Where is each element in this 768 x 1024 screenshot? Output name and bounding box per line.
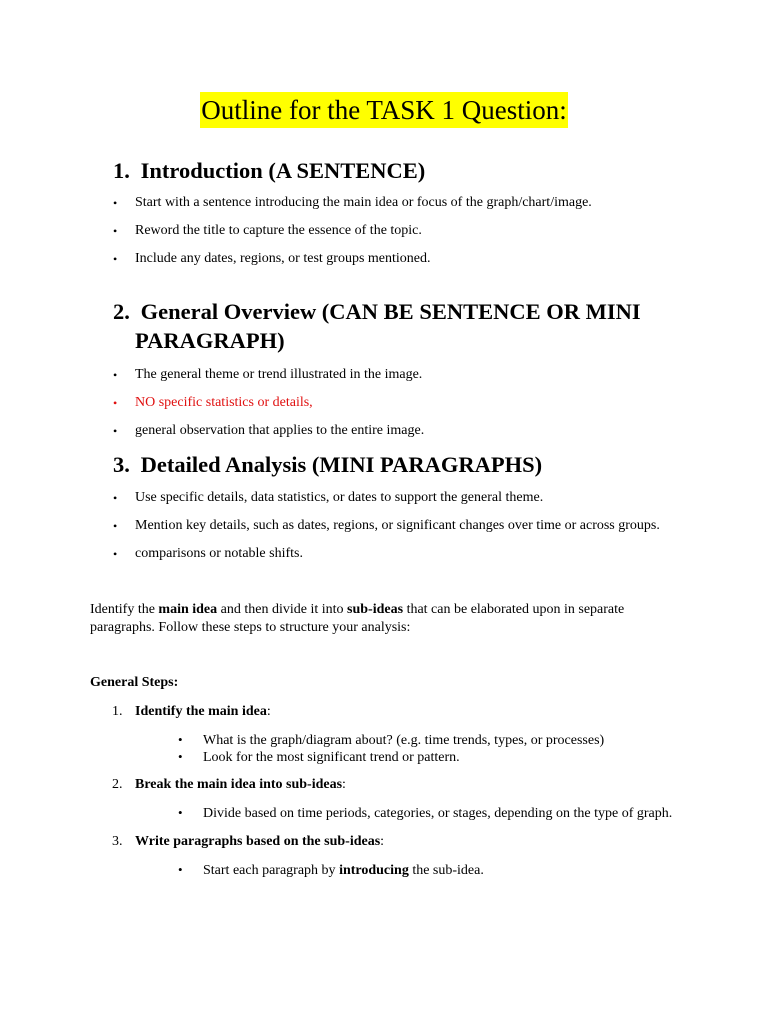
step-label: Break the main idea into sub-ideas <box>135 777 343 792</box>
step-1-sub-2 <box>178 748 460 766</box>
bullet-icon: • <box>113 547 118 561</box>
bullet-icon: • <box>113 491 118 505</box>
paragraph-text: Identify the <box>90 602 159 617</box>
sub-item-bold: introducing <box>339 863 409 878</box>
list-item <box>113 417 733 445</box>
section-3-bullets <box>113 484 733 568</box>
step-2 <box>112 776 346 794</box>
bullet-icon: • <box>113 252 118 266</box>
section-3-title: Detailed Analysis (MINI PARAGRAPHS) <box>140 452 543 477</box>
step-1-sub-1 <box>178 731 604 749</box>
list-item-text: general observation that applies to the entire image. <box>135 423 425 438</box>
list-item-text: NO specific statistics or details, <box>135 395 313 410</box>
list-item-text: The general theme or trend illustrated in the image. <box>135 367 423 382</box>
step-suffix: : <box>266 704 271 719</box>
step-2-sub-1 <box>178 804 672 822</box>
sub-item-text: Look for the most significant trend or pattern. <box>203 750 460 765</box>
list-item-text: Mention key details, such as dates, regions, or significant changes over time or across groups. <box>135 518 660 533</box>
bullet-icon: • <box>178 749 183 764</box>
section-3-number: 3. <box>113 452 130 477</box>
bullet-icon: • <box>113 224 118 238</box>
step-3 <box>112 833 384 851</box>
paragraph-bold-sub-ideas: sub-ideas <box>347 602 404 617</box>
section-1-heading <box>113 156 673 185</box>
list-item <box>113 361 733 389</box>
step-1 <box>112 703 271 721</box>
title-wrap <box>0 92 768 128</box>
list-item <box>113 189 733 217</box>
paragraph-bold-main-idea: main idea <box>158 602 218 617</box>
list-item <box>113 245 733 273</box>
instruction-paragraph <box>90 601 650 637</box>
page-title: Outline for the TASK 1 Question: <box>200 92 568 128</box>
step-suffix: : <box>380 834 385 849</box>
section-1-bullets <box>113 189 733 273</box>
step-label: Write paragraphs based on the sub-ideas <box>135 834 381 849</box>
sub-item-text: Start each paragraph by <box>203 863 340 878</box>
list-item-text: Reword the title to capture the essence of the topic. <box>135 223 422 238</box>
step-number: 3. <box>112 834 123 849</box>
step-number: 1. <box>112 704 123 719</box>
general-steps-heading: General Steps: <box>90 675 179 690</box>
section-2-number: 2. <box>113 299 130 324</box>
section-1-number: 1. <box>113 158 130 183</box>
section-3-heading <box>113 450 673 479</box>
list-item <box>113 512 733 540</box>
list-item <box>113 540 733 568</box>
list-item-warning <box>113 389 733 417</box>
section-2-heading <box>113 297 673 326</box>
bullet-icon: • <box>178 805 183 820</box>
bullet-icon: • <box>113 196 118 210</box>
bullet-icon: • <box>113 368 118 382</box>
list-item-text: Use specific details, data statistics, or dates to support the general theme. <box>135 490 544 505</box>
list-item <box>113 484 733 512</box>
bullet-icon: • <box>178 732 183 747</box>
paragraph-text: and then divide it into <box>217 602 348 617</box>
sub-item-text: What is the graph/diagram about? (e.g. time trends, types, or processes) <box>203 733 605 748</box>
paragraph-text: that can be elaborated upon in separate <box>403 602 625 617</box>
list-item-text: Include any dates, regions, or test groups mentioned. <box>135 251 431 266</box>
sub-item-text: Divide based on time periods, categories, or stages, depending on the type of graph. <box>203 806 673 821</box>
bullet-icon: • <box>113 519 118 533</box>
step-number: 2. <box>112 777 123 792</box>
bullet-icon: • <box>113 396 118 410</box>
section-2-title: General Overview (CAN BE SENTENCE OR MINI <box>140 299 641 324</box>
section-2-bullets <box>113 361 733 445</box>
paragraph-text: paragraphs. Follow these steps to structure your analysis: <box>90 620 411 635</box>
sub-item-text: the sub-idea. <box>408 863 484 878</box>
section-2-title-continued: PARAGRAPH) <box>135 328 285 353</box>
list-item-text: comparisons or notable shifts. <box>135 546 303 561</box>
list-item-text: Start with a sentence introducing the main idea or focus of the graph/chart/image. <box>135 195 592 210</box>
step-label: Identify the main idea <box>135 704 267 719</box>
bullet-icon: • <box>178 862 183 877</box>
step-3-sub-1 <box>178 861 484 879</box>
list-item <box>113 217 733 245</box>
section-1-title: Introduction (A SENTENCE) <box>140 158 426 183</box>
bullet-icon: • <box>113 424 118 438</box>
step-suffix: : <box>342 777 346 792</box>
